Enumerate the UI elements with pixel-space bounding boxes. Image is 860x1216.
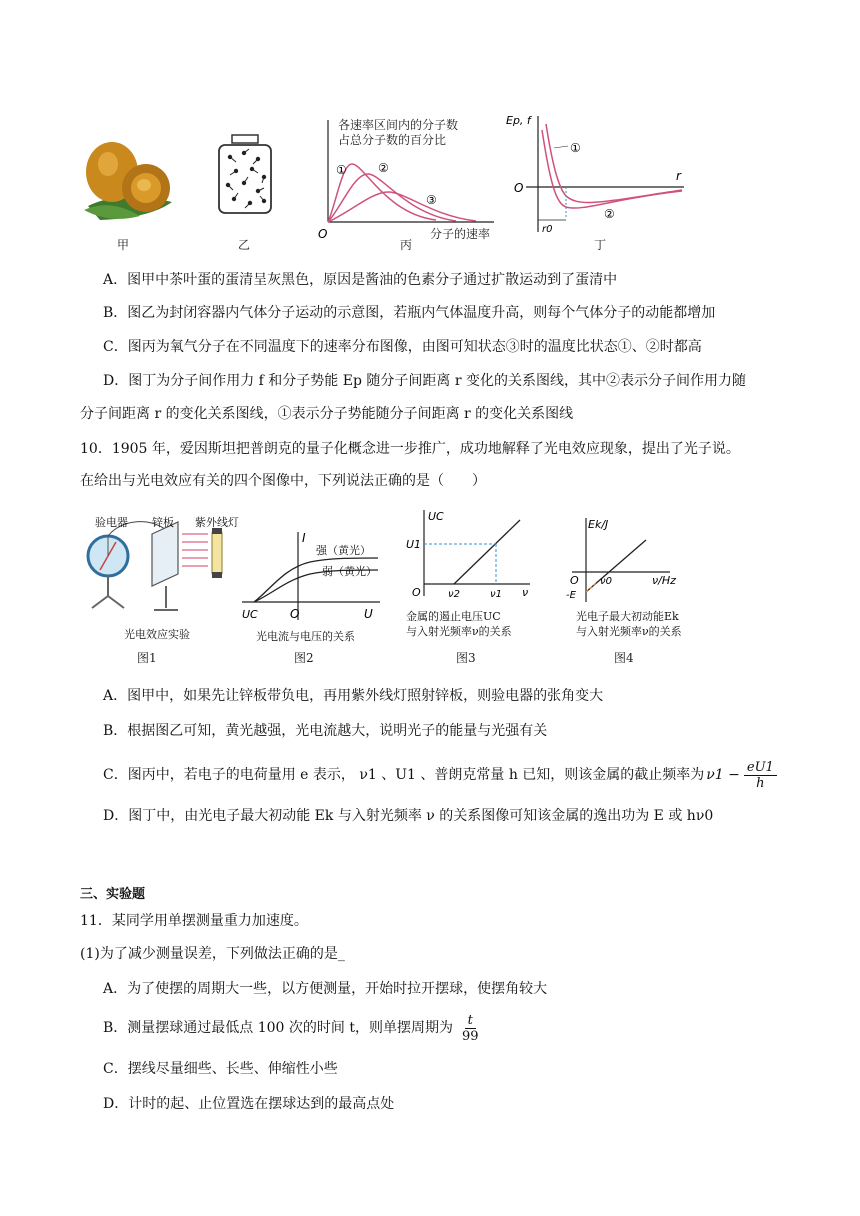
q10-option-c-text: C．图丙中，若电子的电荷量用 e 表示， ν1 、U1 、普朗克常量 h 已知，则该金属的截止频率为 <box>103 767 705 783</box>
fig4-ylabel: Ek/J <box>588 518 609 531</box>
fig2-subcaption: 光电流与电压的关系 <box>256 630 355 643</box>
q10-option-c-numerator: eU1 <box>744 760 777 776</box>
caption-ding: 丁 <box>594 238 607 252</box>
q11-option-b-text: B．测量摆球通过最低点 100 次的时间 t，则单摆周期为 <box>103 1020 453 1036</box>
q9-option-d-line2: 分子间距离 r 的变化关系图线，①表示分子势能随分子间距离 r 的变化关系图线 <box>80 406 574 422</box>
fig4-v0: ν0 <box>600 576 612 587</box>
force-potential-chart <box>506 112 690 238</box>
fig2-caption: 图2 <box>294 651 314 665</box>
fig3-u1: U1 <box>406 538 422 551</box>
q10-option-a: A．图甲中，如果先让锌板带负电，再用紫外线灯照射锌板，则验电器的张角变大 <box>103 688 604 704</box>
ding-ylabel: Ep, f <box>506 114 531 127</box>
ding-xlabel: r <box>676 169 681 183</box>
origin-label: O <box>318 227 328 241</box>
q11-option-b-fraction <box>459 1013 482 1044</box>
q11-option-b <box>103 1010 484 1046</box>
fig3-xlabel: ν <box>522 586 529 599</box>
curve-2-label: ② <box>378 161 389 175</box>
q10-stem-line1: 10．1905 年，爱因斯坦把普朗克的量子化概念进一步推广，成功地解释了光电效应现象，提出了光子说。 <box>80 441 740 457</box>
q11-subquestion-1: (1)为了减少测量误差，下列做法正确的是_ <box>80 946 345 962</box>
ding-origin: O <box>514 181 524 195</box>
q9-option-c: C．图丙为氧气分子在不同温度下的速率分布图像，由图可知状态③时的温度比状态①、②时都高 <box>103 339 702 355</box>
q10-option-d: D．图丁中，由光电子最大初动能 Ek 与入射光频率 ν 的关系图像可知该金属的逸出功为 E 或 hν0 <box>103 808 714 824</box>
q10-stem-line2: 在给出与光电效应有关的四个图像中，下列说法正确的是（ ） <box>80 473 486 489</box>
fig1-subcaption: 光电效应实验 <box>124 628 190 641</box>
r0-label: r0 <box>542 224 553 235</box>
q10-option-c-expr: ν1 − <box>706 767 740 783</box>
q9-option-a: A．图甲中茶叶蛋的蛋清呈灰黑色，原因是酱油的色素分子通过扩散运动到了蛋清中 <box>103 272 618 288</box>
curve-1-label: ① <box>336 163 347 177</box>
q10-option-b: B．根据图乙可知，黄光越强，光电流越大，说明光子的能量与光强有关 <box>103 723 548 739</box>
gas-container-diagram <box>216 133 274 215</box>
fig4-subcaption-1: 光电子最大初动能Ek <box>576 610 679 623</box>
fig3-subcaption-1: 金属的遏止电压UC <box>406 610 501 623</box>
q10-option-c-denominator: h <box>756 775 765 791</box>
fig2-strong-label: 强（黄光） <box>316 544 371 557</box>
kinetic-energy-chart <box>566 516 686 604</box>
q11-option-d: D．计时的起、止位置选在摆球达到的最高点处 <box>103 1096 395 1112</box>
stopping-voltage-chart <box>404 508 534 600</box>
fig1-label-zinc-plate: 锌板 <box>152 516 174 529</box>
q9-option-b: B．图乙为封闭容器内气体分子运动的示意图，若瓶内气体温度升高，则每个气体分子的动能都增加 <box>103 305 716 321</box>
tea-egg-image <box>80 128 176 226</box>
fig3-v2: ν2 <box>448 589 460 600</box>
q11-option-b-numerator: t <box>465 1013 476 1029</box>
ding-curve-1: ① <box>570 141 581 155</box>
section-heading: 三、实验题 <box>80 887 146 902</box>
caption-yi: 乙 <box>238 238 251 252</box>
q10-option-c-fraction <box>744 760 777 791</box>
fig3-origin: O <box>412 586 421 599</box>
fig4-xlabel: ν/Hz <box>652 574 676 587</box>
fig2-uc: UC <box>242 608 258 621</box>
fig2-weak-label: 弱（黄光） <box>322 565 377 578</box>
q9-option-d-line1: D．图丁为分子间作用力 f 和分子势能 Ep 随分子间距离 r 变化的关系图线，其中②表示分子间作用力随 <box>103 373 746 389</box>
fig2-xlabel: U <box>364 607 373 621</box>
ding-curve-2: ② <box>604 207 615 221</box>
q11-stem: 11．某同学用单摆测量重力加速度。 <box>80 913 308 929</box>
fig3-caption: 图3 <box>456 651 476 665</box>
curve-3-label: ③ <box>426 193 437 207</box>
q10-option-c <box>103 756 779 794</box>
q11-option-a: A．为了使摆的周期大一些，以方便测量，开始时拉开摆球，使摆角较大 <box>103 981 548 997</box>
bing-ylabel-line1: 各速率区间内的分子数 <box>338 118 459 132</box>
q11-option-b-denominator: 99 <box>462 1028 479 1044</box>
fig1-label-uv-lamp: 紫外线灯 <box>195 516 239 529</box>
fig2-ylabel: I <box>302 531 306 545</box>
fig4-neg-e: -E <box>566 590 576 601</box>
q11-option-c: C．摆线尽量细些、长些、伸缩性小些 <box>103 1061 338 1077</box>
bing-xlabel: 分子的速率 <box>430 227 491 241</box>
fig4-origin: O <box>570 574 579 587</box>
fig4-caption: 图4 <box>614 651 634 665</box>
fig3-subcaption-2: 与入射光频率ν的关系 <box>406 625 512 638</box>
fig2-origin: O <box>290 607 300 621</box>
fig1-label-electroscope: 验电器 <box>95 516 128 529</box>
caption-jia: 甲 <box>117 238 130 252</box>
fig3-ylabel: UC <box>428 510 444 523</box>
fig1-caption: 图1 <box>137 651 157 665</box>
bing-ylabel-line2: 占总分子数的百分比 <box>338 133 447 147</box>
caption-bing: 丙 <box>400 238 413 252</box>
fig4-subcaption-2: 与入射光频率ν的关系 <box>576 625 682 638</box>
fig3-v1: ν1 <box>490 589 502 600</box>
